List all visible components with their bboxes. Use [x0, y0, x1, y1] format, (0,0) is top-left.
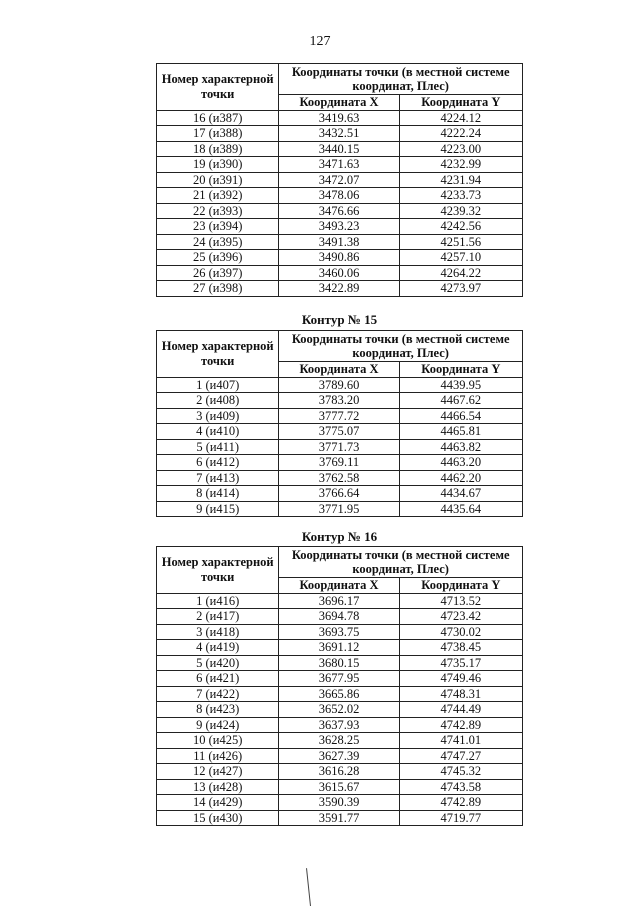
y-coordinate-cell: 4231.94: [399, 172, 522, 188]
y-coordinate-cell: 4730.02: [399, 624, 522, 640]
point-number-cell: 9 (и415): [157, 501, 279, 517]
x-coordinate-cell: 3476.66: [279, 203, 399, 219]
table-row: [157, 424, 523, 440]
x-coordinate-cell: 3472.07: [279, 172, 399, 188]
point-number-cell: 12 (и427): [157, 764, 279, 780]
x-coordinate-cell: 3419.63: [279, 110, 399, 126]
point-number-cell: 3 (и418): [157, 624, 279, 640]
y-coordinate-cell: 4463.82: [399, 439, 522, 455]
point-number-cell: 6 (и421): [157, 671, 279, 687]
y-coordinate-cell: 4719.77: [399, 810, 522, 826]
y-coordinate-cell: 4741.01: [399, 733, 522, 749]
table-row: [157, 265, 523, 281]
table-row: [157, 141, 523, 157]
y-coordinate-cell: 4435.64: [399, 501, 522, 517]
point-number-cell: 7 (и413): [157, 470, 279, 486]
x-coordinate-cell: 3493.23: [279, 219, 399, 235]
point-number-cell: 1 (и416): [157, 593, 279, 609]
x-header: Координата X: [279, 578, 399, 594]
y-coordinate-cell: 4742.89: [399, 795, 522, 811]
table-row: [157, 203, 523, 219]
x-coordinate-cell: 3766.64: [279, 486, 399, 502]
table-row: [157, 779, 523, 795]
x-coordinate-cell: 3693.75: [279, 624, 399, 640]
y-header: Координата Y: [399, 362, 522, 378]
y-coordinate-cell: 4439.95: [399, 377, 522, 393]
coordinates-table-continuation: [156, 63, 523, 297]
table-row: [157, 702, 523, 718]
table-row: [157, 671, 523, 687]
coords-group-header: Координаты точки (в местной системе координат, Плес): [279, 547, 523, 578]
y-coordinate-cell: 4744.49: [399, 702, 522, 718]
x-coordinate-cell: 3616.28: [279, 764, 399, 780]
y-coordinate-cell: 4465.81: [399, 424, 522, 440]
coordinates-table-contour-15: [156, 330, 523, 517]
y-coordinate-cell: 4239.32: [399, 203, 522, 219]
x-coordinate-cell: 3490.86: [279, 250, 399, 266]
table-row: [157, 408, 523, 424]
table-row: [157, 486, 523, 502]
table-row: [157, 717, 523, 733]
x-coordinate-cell: 3680.15: [279, 655, 399, 671]
point-number-cell: 15 (и430): [157, 810, 279, 826]
point-number-cell: 5 (и420): [157, 655, 279, 671]
coords-group-header: Координаты точки (в местной системе координат, Плес): [279, 331, 523, 362]
point-number-cell: 7 (и422): [157, 686, 279, 702]
table-row: [157, 593, 523, 609]
table-row: [157, 188, 523, 204]
point-number-cell: 2 (и417): [157, 609, 279, 625]
x-coordinate-cell: 3696.17: [279, 593, 399, 609]
table-row: [157, 640, 523, 656]
table-row: [157, 157, 523, 173]
x-coordinate-cell: 3422.89: [279, 281, 399, 297]
table-row: [157, 624, 523, 640]
table-row: [157, 764, 523, 780]
point-number-cell: 24 (и395): [157, 234, 279, 250]
x-coordinate-cell: 3771.95: [279, 501, 399, 517]
handwritten-mark: [306, 868, 313, 906]
point-number-cell: 14 (и429): [157, 795, 279, 811]
y-coordinate-cell: 4264.22: [399, 265, 522, 281]
table-row: [157, 219, 523, 235]
x-coordinate-cell: 3652.02: [279, 702, 399, 718]
point-number-cell: 21 (и392): [157, 188, 279, 204]
point-number-cell: 25 (и396): [157, 250, 279, 266]
point-number-cell: 1 (и407): [157, 377, 279, 393]
y-header: Координата Y: [399, 578, 522, 594]
x-coordinate-cell: 3590.39: [279, 795, 399, 811]
x-coordinate-cell: 3677.95: [279, 671, 399, 687]
point-number-cell: 22 (и393): [157, 203, 279, 219]
x-coordinate-cell: 3591.77: [279, 810, 399, 826]
table-row: [157, 470, 523, 486]
y-coordinate-cell: 4738.45: [399, 640, 522, 656]
point-number-cell: 6 (и412): [157, 455, 279, 471]
x-header: Координата X: [279, 95, 399, 111]
point-number-cell: 10 (и425): [157, 733, 279, 749]
x-coordinate-cell: 3762.58: [279, 470, 399, 486]
table-row: [157, 439, 523, 455]
x-coordinate-cell: 3432.51: [279, 126, 399, 142]
y-coordinate-cell: 4273.97: [399, 281, 522, 297]
y-coordinate-cell: 4224.12: [399, 110, 522, 126]
x-coordinate-cell: 3460.06: [279, 265, 399, 281]
table-row: [157, 733, 523, 749]
x-coordinate-cell: 3665.86: [279, 686, 399, 702]
y-coordinate-cell: 4222.24: [399, 126, 522, 142]
point-number-cell: 8 (и423): [157, 702, 279, 718]
y-coordinate-cell: 4232.99: [399, 157, 522, 173]
x-coordinate-cell: 3628.25: [279, 733, 399, 749]
y-coordinate-cell: 4233.73: [399, 188, 522, 204]
x-coordinate-cell: 3491.38: [279, 234, 399, 250]
y-coordinate-cell: 4251.56: [399, 234, 522, 250]
table-row: [157, 748, 523, 764]
contour-16-title: Контур № 16: [301, 529, 378, 544]
x-coordinate-cell: 3771.73: [279, 439, 399, 455]
point-number-header: Номер характерной точки: [157, 547, 279, 594]
x-coordinate-cell: 3637.93: [279, 717, 399, 733]
point-number-cell: 3 (и409): [157, 408, 279, 424]
point-number-cell: 13 (и428): [157, 779, 279, 795]
point-number-cell: 27 (и398): [157, 281, 279, 297]
point-number-header: Номер характерной точки: [157, 64, 279, 111]
point-number-cell: 5 (и411): [157, 439, 279, 455]
x-coordinate-cell: 3789.60: [279, 377, 399, 393]
table-row: [157, 377, 523, 393]
y-coordinate-cell: 4223.00: [399, 141, 522, 157]
x-coordinate-cell: 3691.12: [279, 640, 399, 656]
table-row: [157, 281, 523, 297]
table-row: [157, 501, 523, 517]
point-number-cell: 16 (и387): [157, 110, 279, 126]
coordinates-table-contour-16: [156, 546, 523, 826]
y-coordinate-cell: 4713.52: [399, 593, 522, 609]
point-number-cell: 26 (и397): [157, 265, 279, 281]
x-coordinate-cell: 3615.67: [279, 779, 399, 795]
y-coordinate-cell: 4467.62: [399, 393, 522, 409]
contour-15-title: Контур № 15: [301, 312, 378, 327]
table-row: [157, 393, 523, 409]
point-number-cell: 9 (и424): [157, 717, 279, 733]
y-header: Координата Y: [399, 95, 522, 111]
table-row: [157, 795, 523, 811]
x-header: Координата X: [279, 362, 399, 378]
point-number-cell: 11 (и426): [157, 748, 279, 764]
table-row: [157, 455, 523, 471]
page-number: 127: [309, 34, 331, 49]
table-row: [157, 250, 523, 266]
table-row: [157, 172, 523, 188]
point-number-cell: 4 (и419): [157, 640, 279, 656]
y-coordinate-cell: 4466.54: [399, 408, 522, 424]
x-coordinate-cell: 3478.06: [279, 188, 399, 204]
table-row: [157, 110, 523, 126]
x-coordinate-cell: 3471.63: [279, 157, 399, 173]
table-row: [157, 234, 523, 250]
point-number-cell: 2 (и408): [157, 393, 279, 409]
table-row: [157, 655, 523, 671]
point-number-cell: 19 (и390): [157, 157, 279, 173]
point-number-cell: 17 (и388): [157, 126, 279, 142]
y-coordinate-cell: 4723.42: [399, 609, 522, 625]
y-coordinate-cell: 4257.10: [399, 250, 522, 266]
point-number-cell: 20 (и391): [157, 172, 279, 188]
x-coordinate-cell: 3694.78: [279, 609, 399, 625]
y-coordinate-cell: 4749.46: [399, 671, 522, 687]
table-row: [157, 126, 523, 142]
point-number-cell: 18 (и389): [157, 141, 279, 157]
x-coordinate-cell: 3627.39: [279, 748, 399, 764]
x-coordinate-cell: 3783.20: [279, 393, 399, 409]
coords-group-header: Координаты точки (в местной системе координат, Плес): [279, 64, 523, 95]
y-coordinate-cell: 4743.58: [399, 779, 522, 795]
y-coordinate-cell: 4747.27: [399, 748, 522, 764]
table-row: [157, 810, 523, 826]
point-number-cell: 23 (и394): [157, 219, 279, 235]
y-coordinate-cell: 4462.20: [399, 470, 522, 486]
y-coordinate-cell: 4242.56: [399, 219, 522, 235]
y-coordinate-cell: 4748.31: [399, 686, 522, 702]
point-number-header: Номер характерной точки: [157, 331, 279, 378]
x-coordinate-cell: 3769.11: [279, 455, 399, 471]
y-coordinate-cell: 4745.32: [399, 764, 522, 780]
point-number-cell: 4 (и410): [157, 424, 279, 440]
point-number-cell: 8 (и414): [157, 486, 279, 502]
y-coordinate-cell: 4434.67: [399, 486, 522, 502]
x-coordinate-cell: 3775.07: [279, 424, 399, 440]
table-row: [157, 686, 523, 702]
y-coordinate-cell: 4742.89: [399, 717, 522, 733]
x-coordinate-cell: 3777.72: [279, 408, 399, 424]
y-coordinate-cell: 4463.20: [399, 455, 522, 471]
table-row: [157, 609, 523, 625]
x-coordinate-cell: 3440.15: [279, 141, 399, 157]
y-coordinate-cell: 4735.17: [399, 655, 522, 671]
